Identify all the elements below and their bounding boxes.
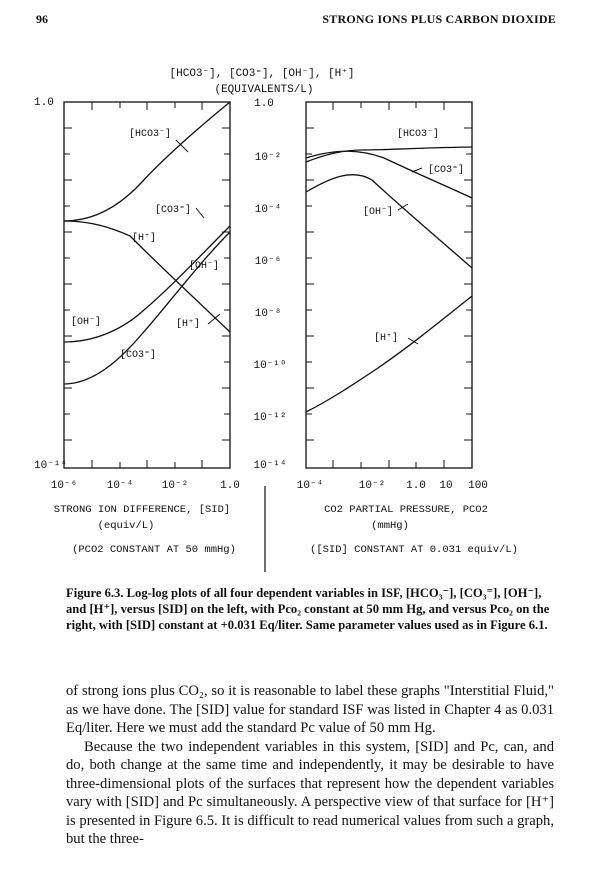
left-axis-text [34, 97, 240, 556]
figure-6-3 [0, 50, 600, 580]
left-arrow-h-right [208, 314, 220, 324]
left-label-h-right: [H⁺] [175, 319, 201, 330]
right-axis-text [297, 480, 518, 556]
left-label-co3: [CO3⁼] [154, 205, 192, 216]
left-label-oh-right: [OH⁻] [188, 261, 220, 272]
body-text [66, 682, 554, 849]
left-xtick-0: 10⁻⁶ [50, 480, 78, 492]
left-panel-ticks [64, 102, 230, 468]
figure-caption: Figure 6.3. Log-log plots of all four dependent variables in ISF, [HCO₃⁻], [CO₃⁼], [OH⁻], and [H⁺], versus [SID] on the left, with Pco₂ constant at 50 mm Hg, and versus Pco₂ on the right, with [SID] constant at +0.031 Eq/liter. Same parameter values used as in Figure 6.1. [66, 586, 550, 632]
right-panel-frame [306, 102, 472, 468]
right-xunits: (mmHg) [371, 520, 409, 532]
left-curve-labels [71, 128, 220, 361]
right-label-co3: [CO3⁼] [427, 165, 465, 176]
left-xtick-3: 1.0 [220, 480, 240, 492]
left-panel-frame [64, 102, 230, 468]
center-tick-6: 10⁻¹² [253, 412, 287, 424]
left-y-bottom: 10⁻¹⁴ [34, 460, 68, 472]
right-curve-oh [306, 175, 472, 268]
left-xlabel: STRONG ION DIFFERENCE, [SID] [53, 504, 231, 516]
center-tick-0: 1.0 [254, 98, 274, 110]
running-header [0, 12, 600, 34]
running-title: STRONG IONS PLUS CARBON DIOXIDE [322, 12, 556, 26]
left-xunits: (equiv/L) [97, 520, 155, 532]
left-panel [64, 102, 230, 468]
center-tick-3: 10⁻⁶ [254, 256, 282, 268]
left-arrow-co3 [196, 208, 204, 218]
left-label-hco3: [HCO3⁻] [128, 129, 172, 140]
left-label-co3-lower: [CO3⁼] [119, 350, 157, 361]
right-label-oh: [OH⁻] [362, 207, 394, 218]
left-note: (PCO2 CONSTANT AT 50 mmHg) [72, 544, 236, 556]
left-xtick-2: 10⁻² [161, 480, 189, 492]
right-xtick-2: 1.0 [406, 480, 426, 492]
center-tick-5: 10⁻¹⁰ [253, 360, 287, 372]
page-number: 96 [36, 12, 48, 26]
right-panel [306, 102, 472, 468]
center-tick-4: 10⁻⁸ [254, 308, 282, 320]
paragraph-2: Because the two independent variables in this system, [SID] and Pc, can, and do, both change at the same time and independently, it may be desirable to have three-dimensional plots of the surfaces that represent how the dependent variables vary with [SID] and Pc simultaneously. A perspective view of that surface for [H⁺] is presented in Figure 6.5. It is difficult to read numerical values from such a graph, but the three- [66, 738, 554, 847]
right-label-h: [H⁺] [373, 333, 399, 344]
right-panel-ticks [306, 102, 472, 468]
right-xlabel: CO2 PARTIAL PRESSURE, PCO2 [324, 504, 488, 516]
left-label-oh-left: [OH⁻] [70, 317, 102, 328]
right-xtick-4: 100 [468, 480, 488, 492]
center-axis [253, 98, 286, 472]
figure-top-labels [170, 68, 355, 96]
left-y-top: 1.0 [34, 97, 54, 109]
right-xtick-0: 10⁻⁴ [296, 480, 324, 492]
left-curve-hco3 [64, 102, 230, 221]
center-tick-2: 10⁻⁴ [254, 204, 282, 216]
center-tick-7: 10⁻¹⁴ [253, 460, 287, 472]
right-curve-labels [363, 128, 464, 344]
right-xtick-1: 10⁻² [358, 480, 386, 492]
right-arrow-co3 [412, 168, 422, 172]
left-xtick-1: 10⁻⁴ [106, 480, 134, 492]
fig-top-label: [HCO3⁻], [CO3⁼], [OH⁻], [H⁺] [169, 68, 355, 80]
paragraph-1: of strong ions plus CO₂, so it is reasonable to label these graphs "Interstitial Fluid," as we have done. The [SID] value for standard ISF was listed in Chapter 4 as 0.031 Eq/liter. Here we must add the standard Pc value of 50 mm Hg. [66, 683, 554, 736]
center-tick-1: 10⁻² [254, 152, 282, 164]
right-note: ([SID] CONSTANT AT 0.031 equiv/L) [310, 544, 518, 556]
right-xtick-3: 10 [439, 480, 453, 492]
right-curve-h [306, 296, 472, 412]
right-label-hco3: [HCO3⁻] [396, 129, 440, 140]
left-label-h: [H⁺] [131, 233, 157, 244]
fig-top-units: (EQUIVALENTS/L) [214, 84, 314, 96]
